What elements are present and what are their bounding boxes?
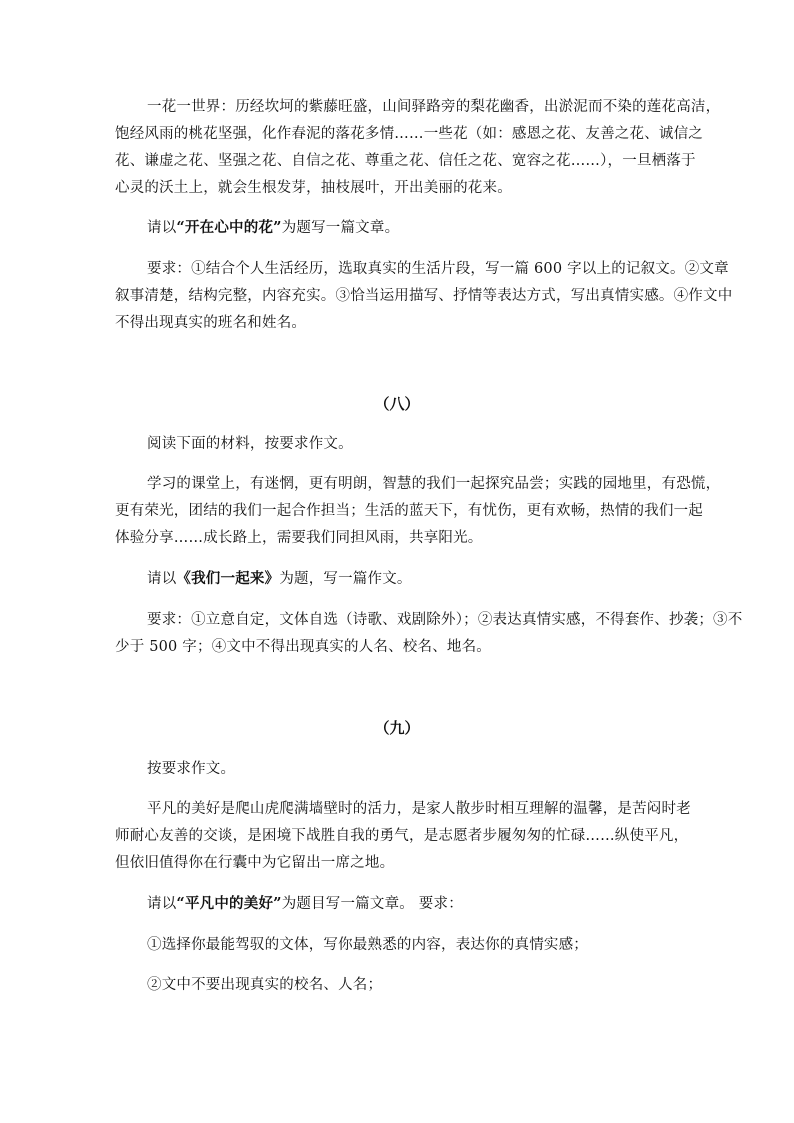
s9-paragraph-line: 但依旧值得你在行囊中为它留出一席之地。: [115, 855, 395, 871]
s8-paragraph-line: 体验分享……成长路上，需要我们同担风雨，共享阳光。: [115, 530, 483, 546]
s8-prompt: [147, 569, 412, 589]
s8-requirement-line: 少于 500 字；④文中不得出现真实的人名、校名、地名。: [115, 639, 491, 655]
s9-prompt-title: “平凡中的美好”: [176, 895, 282, 912]
s8-intro: 阅读下面的材料，按要求作文。: [147, 436, 353, 452]
s7-requirement-line: 要求：①结合个人生活经历，选取真实的生活片段，写一篇 600 字以上的记叙文。②文章: [147, 261, 729, 277]
s9-prompt-pre: 请以: [147, 896, 177, 912]
s7-paragraph-line: 心灵的沃土上，就会生根发芽，抽枝展叶，开出美丽的花来。: [115, 180, 512, 196]
s7-paragraph-line: 一花一世界：历经坎坷的紫藤旺盛，山间驿路旁的梨花幽香，出淤泥而不染的莲花高洁，: [147, 99, 721, 115]
s7-paragraph-line: 花、谦虚之花、坚强之花、自信之花、尊重之花、信任之花、宽容之花……），一旦栖落于: [115, 153, 696, 169]
s8-requirement-line: 要求：①立意自定，文体自选（诗歌、戏剧除外）；②表达真情实感，不得套作、抄袭；③不: [147, 612, 743, 628]
s9-prompt: [147, 894, 463, 914]
s8-prompt-post: 为题，写一篇作文。: [279, 571, 412, 587]
s7-prompt: [147, 218, 399, 238]
section-heading-8: （八）: [374, 395, 420, 413]
s9-paragraph-line: 师耐心友善的交谈，是困境下战胜自我的勇气，是志愿者步履匆匆的忙碌……纵使平凡，: [115, 828, 689, 844]
s8-prompt-title: 《我们一起来》: [176, 570, 280, 587]
s9-requirement-2: ②文中不要出现真实的校名、人名；: [147, 977, 383, 993]
s9-requirement-1: ①选择你最能驾驭的文体，写你最熟悉的内容，表达你的真情实感；: [147, 937, 588, 953]
s7-requirement-line: 不得出现真实的班名和姓名。: [115, 315, 307, 331]
s7-prompt-post: 为题写一篇文章。: [281, 220, 400, 236]
s7-prompt-title: “开在心中的花”: [176, 219, 282, 236]
section-heading-9: （九）: [374, 719, 420, 737]
s8-paragraph-line: 学习的课堂上，有迷惘，更有明朗，智慧的我们一起探究品尝；实践的园地里，有恐慌，: [147, 476, 721, 492]
s7-paragraph-line: 饱经风雨的桃花坚强，化作春泥的落花多情……一些花（如：感恩之花、友善之花、诚信之: [115, 126, 703, 142]
s9-prompt-post: 为题目写一篇文章。 要求：: [281, 896, 463, 912]
s8-prompt-pre: 请以: [147, 571, 177, 587]
s9-paragraph-line: 平凡的美好是爬山虎爬满墙壁时的活力，是家人散步时相互理解的温馨，是苦闷时老: [147, 801, 691, 817]
s8-paragraph-line: 更有荣光，团结的我们一起合作担当；生活的蓝天下，有忧伤，更有欢畅，热情的我们一起: [115, 503, 703, 519]
s7-requirement-line: 叙事清楚，结构完整，内容充实。③恰当运用描写、抒情等表达方式，写出真情实感。④作文中: [115, 288, 733, 304]
s7-prompt-pre: 请以: [147, 220, 177, 236]
s9-intro: 按要求作文。: [147, 761, 236, 777]
